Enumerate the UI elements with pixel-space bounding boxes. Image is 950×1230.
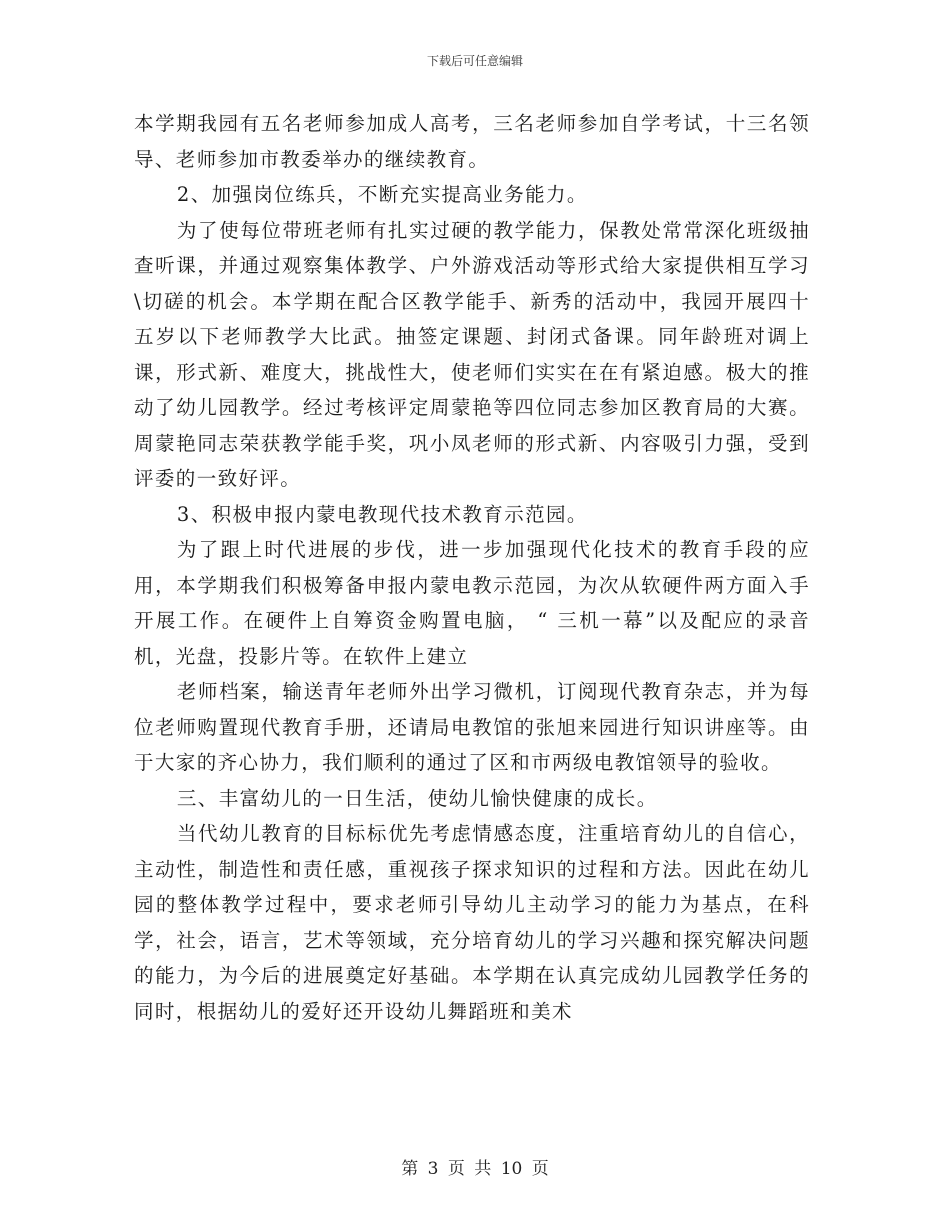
paragraph-teaching-ability: 为了使每位带班老师有扎实过硬的教学能力，保教处常常深化班级抽查听课，并通过观察集体教学、户外游戏活动等形式给大家提供相互学习\切磋的机会。本学期在配合区教学能手、新秀的活动中，我园开展四十五岁以下老师教学大比武。抽签定课题、封闭式备课。同年龄班对调上课，形式新、难度大，挑战性大，使老师们实实在在有紧迫感。极大的推动了幼儿园教学。经过考核评定周蒙艳等四位同志参加区教育局的大赛。周蒙艳同志荣获教学能手奖，巩小凤老师的形式新、内容吸引力强，受到评委的一致好评。 <box>134 218 810 490</box>
paragraph-demo-kindergarten: 为了跟上时代进展的步伐，进一步加强现代化技术的教育手段的应用，本学期我们积极筹备申报内蒙电教示范园，为次从软硬件两方面入手开展工作。在硬件上自筹资金购置电脑， “ 三机一幕”以及配应的录音机，光盘，投影片等。在软件上建立 <box>134 538 810 668</box>
page-header-note: 下载后可任意编辑 <box>426 54 523 68</box>
section-heading-2: 2、加强岗位练兵，不断充实提高业务能力。 <box>176 183 588 206</box>
paragraph-education-goals: 当代幼儿教育的目标标优先考虑情感态度，注重培育幼儿的自信心，主动性，制造性和责任感，重视孩子探求知识的过程和方法。因此在幼儿园的整体教学过程中，要求老师引导幼儿主动学习的能力为基点，在科学，社会，语言，艺术等领域，充分培育幼儿的学习兴趣和探究解决问题的能力，为今后的进展奠定好基础。本学期在认真完成幼儿园教学任务的同时，根据幼儿的爱好还开设幼儿舞蹈班和美术 <box>134 822 810 1023</box>
section-heading-three: 三、丰富幼儿的一日生活，使幼儿愉快健康的成长。 <box>176 786 658 810</box>
document-body <box>134 106 810 1029</box>
section-heading-3: 3、积极申报内蒙电教现代技术教育示范园。 <box>176 502 588 526</box>
paragraph-teacher-files: 老师档案，输送青年老师外出学习微机，订阅现代教育杂志，并为每位老师购置现代教育手册，还请局电教馆的张旭来园进行知识讲座等。由于大家的齐心协力，我们顺利的通过了区和市两级电教馆领导的验收。 <box>134 680 810 774</box>
paragraph-continuation: 本学期我园有五名老师参加成人高考，三名老师参加自学考试，十三名领导、老师参加市教委举办的继续教育。 <box>134 112 810 171</box>
page-number-footer: 第 3 页 共 10 页 <box>401 1159 549 1179</box>
